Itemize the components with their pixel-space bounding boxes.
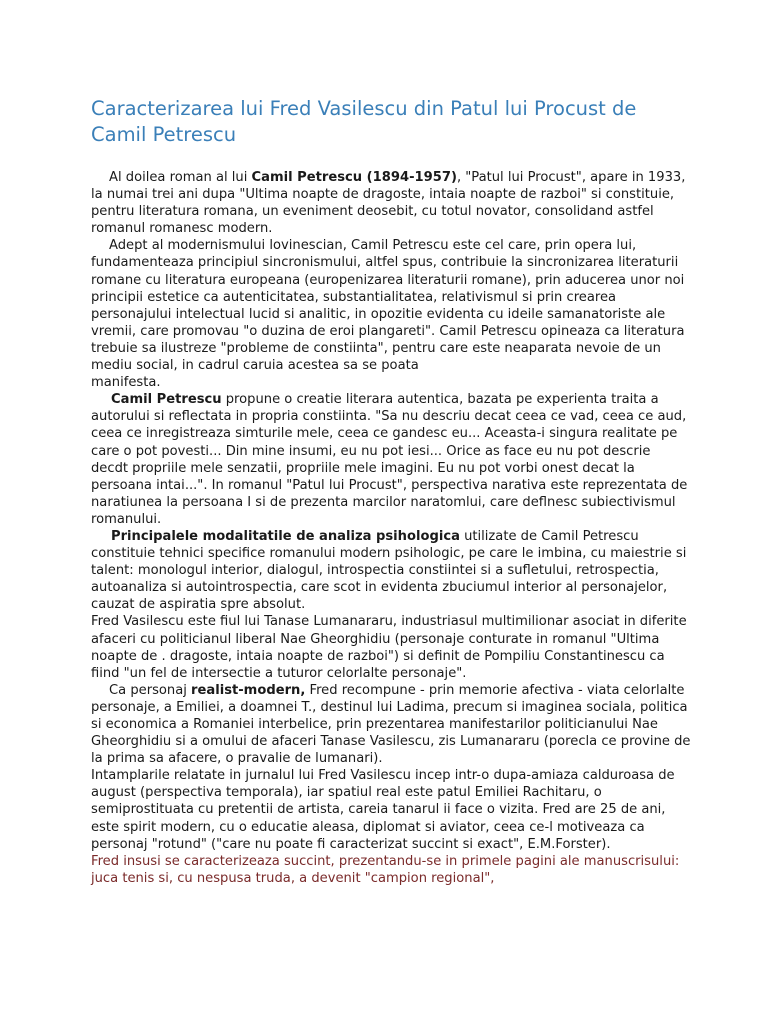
bold-heading: Principalele modalitatile de analiza psihologica (111, 528, 460, 544)
paragraph-authenticity (91, 391, 691, 528)
paragraph-intro (91, 169, 691, 237)
paragraph-modernism (91, 237, 691, 391)
text-run: Ca personaj (109, 682, 192, 698)
text-run: Al doilea roman al lui (109, 170, 252, 185)
bold-author: Camil Petrescu (111, 392, 222, 408)
paragraph-fred-origin: Fred Vasilescu este fiul lui Tanase Lumanararu, industriasul multimilionar asociat in diferite afaceri cu politicianul liberal Nae Gheorghidiu (personaje conturate in romanul "Ultima noapte de . dragoste, intaia noapte de razboi") si definit de Pompiliu Constantinescu ca fiind "un fel de intersectie a tuturor celorlalte personaje". (91, 614, 687, 681)
text-run: manifesta. (91, 375, 161, 391)
paragraph-self-characterization: Fred insusi se caracterizeaza succint, prezentandu-se in primele pagini ale manuscrisului: juca tenis si, cu nespusa truda, a devenit "campion regional", (91, 853, 680, 886)
document-body (91, 169, 691, 887)
paragraph-realist-modern (91, 682, 691, 767)
text-run: Adept al modernismului lovinescian, Camil Petrescu este cel care, prin opera lui, fundamenteaza principiul sincronismului, altfel spus, contribuie la sincronizarea literaturii romane cu literatura europeana (europenizarea literaturii romane), prin aducerea unor noi principii estetice ca autenticitatea, substantialitatea, relativismul si prin crearea personajului intelectual lucid si analitic, in opozitie evidenta cu ideile samanatoriste ale vremii, care promovau "o duzina de eroi plangareti". Camil Petrescu opineaza ca literatura trebuie sa ilustreze "probleme de constiinta", pentru care este neaparata nevoie de un mediu social, in cadrul caruia acestea sa se poata (91, 238, 685, 374)
text-run: , "Patul lui Procust", apare in 1933, la numai trei ani dupa "Ultima noapte de dragoste, intaia noapte de razboi" si constituie, pentru literatura romana, un eveniment deosebit, cu totul novator, consolidand astfel romanul romanesc modern. (91, 170, 686, 237)
document-page (91, 96, 691, 887)
paragraph-journal-events: Intamplarile relatate in jurnalul lui Fred Vasilescu incep intr-o dupa-amiaza calduroasa de august (perspectiva temporala), iar spatiul real este patul Emiliei Rachitaru, o semiprostituata cu pretentii de artista, careia tanarul ii face o vizita. Fred are 25 de ani, este spirit modern, cu o educatie aleasa, diplomat si aviator, ceea ce-l motiveaza ca personaj "rotund" ("care nu poate fi caracterizat succint si exact", E.M.Forster). (91, 768, 675, 852)
paragraph-psychological-analysis (91, 528, 691, 613)
bold-term: realist-modern, (191, 682, 306, 698)
bold-author: Camil Petrescu (1894-1957) (251, 170, 457, 185)
text-run: utilizate de Camil Petrescu constituie tehnici specifice romanului modern psihologic, pe care le imbina, cu maiestrie si talent: monologul interior, dialogul, introspectia constiintei si a sufletului, retrospectia, autoanaliza si autointrospectia, care scot in evidenta zbuciumul interior al personajelor, cauzat de aspiratia spre absolut. (91, 528, 687, 613)
document-title: Caracterizarea lui Fred Vasilescu din Patul lui Procust de Camil Petrescu (91, 97, 637, 146)
text-run: propune o creatie literara autentica, bazata pe experienta traita a autorului si reflectata in propria constiinta. "Sa nu descriu decat ceea ce vad, ceea ce aud, ceea ce inregistreaza simturile mele, ceea ce gandesc eu... Aceasta-i singura realitate pe care o pot povesti... Din mine insumi, eu nu pot iesi... Orice as face eu nu pot descrie decdt propriile mele senzatii, propriile mele imagini. Eu nu pot vorbi onest decat la persoana intai...". In romanul "Patul lui Procust", perspectiva narativa este reprezentata de naratiunea la persoana I si de prezenta marcilor naratomlui, care deflnesc subiectivismul romanului. (91, 392, 688, 527)
text-run: Fred recompune - prin memorie afectiva - viata celorlalte personaje, a Emiliei, a doamnei T., destinul lui Ladima, precum si imaginea sociala, politica si economica a Romaniei interbelice, prin prezentarea manifestarilor politicianului Nae Gheorghidiu si a omului de afaceri Tanase Vasilescu, zis Lumanararu (porecla ce provine de la prima sa afacere, o pravalie de lumanari). (91, 682, 691, 767)
